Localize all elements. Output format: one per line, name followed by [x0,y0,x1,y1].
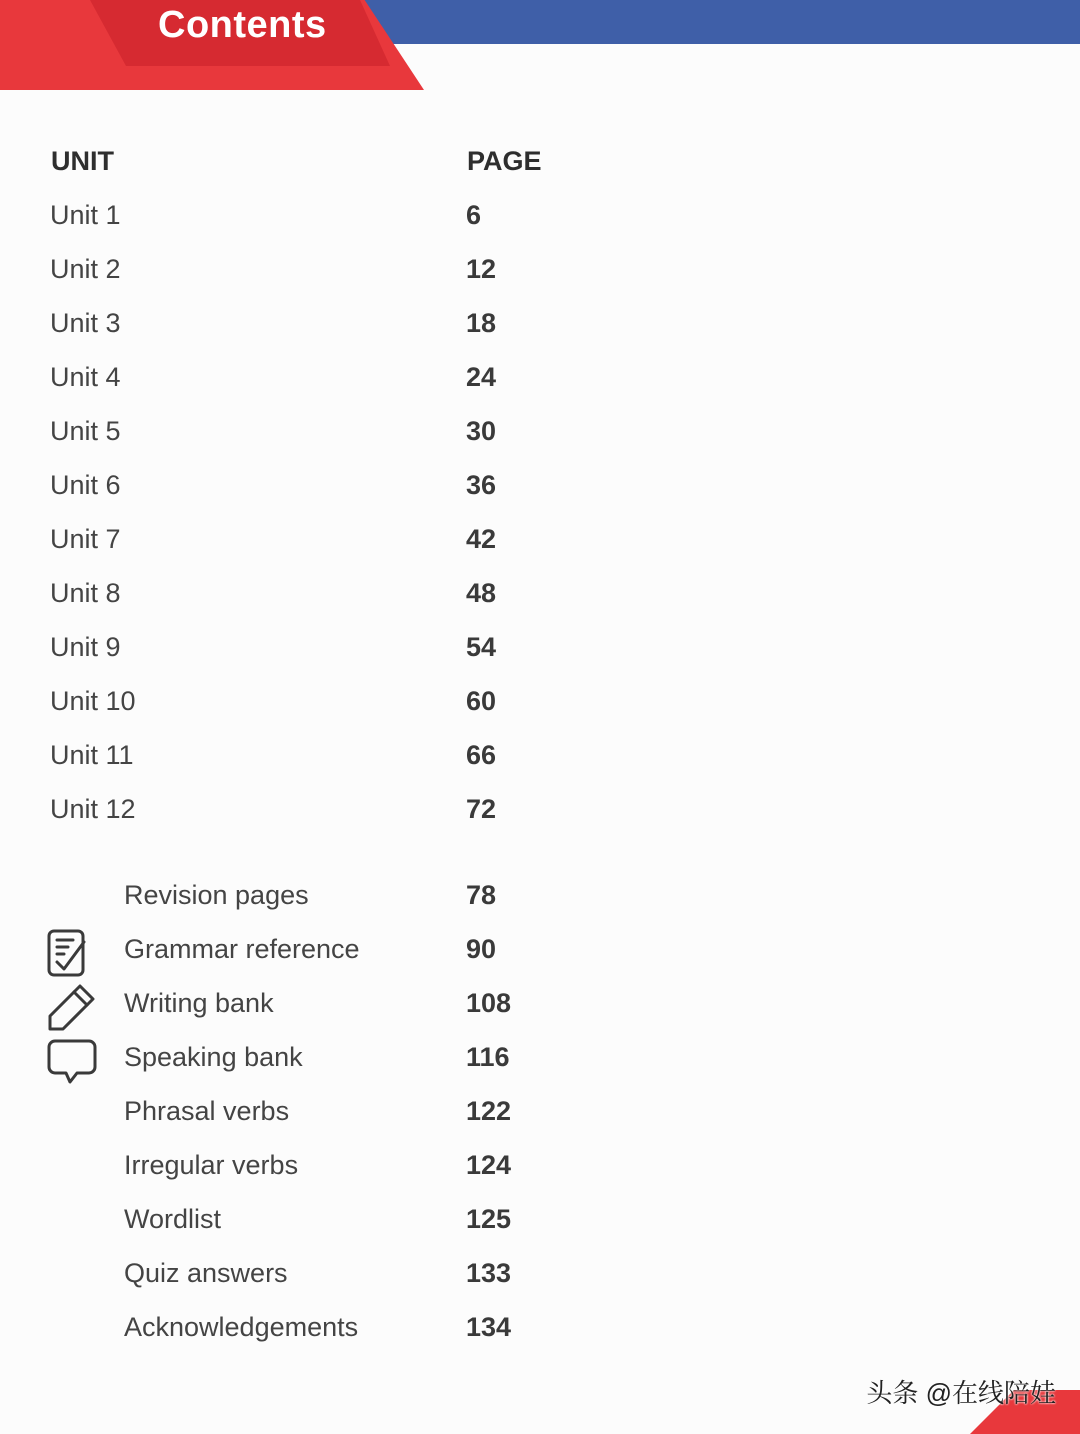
toc-unit-label: Unit 11 [50,740,134,770]
toc-page-number: 6 [466,200,482,230]
toc-page-number: 54 [466,632,497,662]
toc-page-number: 30 [466,416,497,446]
toc-unit-label: Unit 3 [50,308,121,338]
toc-unit-label: Unit 12 [50,794,136,824]
toc-page-number: 42 [466,524,497,554]
toc-unit-label: Unit 10 [50,686,136,716]
toc-section-label: Acknowledgements [124,1312,359,1342]
toc-unit-label: Unit 5 [50,416,121,446]
toc-section-label: Writing bank [124,988,274,1018]
toc-page-number: 78 [466,880,497,910]
page-column-header: PAGE [467,146,542,176]
toc-row[interactable] [0,1204,1080,1258]
toc-section-label: Revision pages [124,880,309,910]
toc-unit-label: Unit 4 [50,362,121,392]
toc-row[interactable] [0,934,1080,988]
toc-section-label: Irregular verbs [124,1150,299,1180]
toc-row[interactable] [0,1042,1080,1096]
toc-page-number: 133 [466,1258,512,1288]
toc-page-number: 124 [466,1150,512,1180]
toc-page-number: 90 [466,934,497,964]
toc-section-label: Wordlist [124,1204,222,1234]
toc-section-label: Phrasal verbs [124,1096,290,1126]
toc-row[interactable] [0,200,1080,254]
toc-page-number: 36 [466,470,497,500]
pencil-icon [46,980,98,1032]
toc-row[interactable] [0,254,1080,308]
toc-row[interactable] [0,416,1080,470]
toc-row[interactable] [0,1150,1080,1204]
toc-row[interactable] [0,470,1080,524]
toc-unit-label: Unit 9 [50,632,121,662]
toc-page-number: 48 [466,578,497,608]
toc-unit-label: Unit 8 [50,578,121,608]
checklist-icon [46,928,98,980]
toc-section-label: Grammar reference [124,934,360,964]
toc-unit-label: Unit 1 [50,200,121,230]
toc-page-number: 12 [466,254,497,284]
toc-row[interactable] [0,362,1080,416]
watermark: 头条 @在线陪娃 [866,1378,1056,1408]
toc-page-number: 125 [466,1204,512,1234]
toc-unit-label: Unit 7 [50,524,121,554]
toc-row[interactable] [0,524,1080,578]
page-title: Contents [158,4,327,46]
toc-page-number: 18 [466,308,497,338]
toc-section-label: Quiz answers [124,1258,288,1288]
toc-unit-label: Unit 2 [50,254,121,284]
toc-page-number: 134 [466,1312,512,1342]
toc-row[interactable] [0,740,1080,794]
toc-page-number: 116 [466,1042,510,1072]
toc-page-number: 108 [466,988,512,1018]
toc-page-number: 60 [466,686,497,716]
toc-row[interactable] [0,988,1080,1042]
toc-row[interactable] [0,632,1080,686]
speech-bubble-icon [46,1038,98,1090]
toc-row[interactable] [0,578,1080,632]
toc-row[interactable] [0,308,1080,362]
toc-row[interactable] [0,1258,1080,1312]
toc-page-number: 122 [466,1096,512,1126]
toc-unit-label: Unit 6 [50,470,121,500]
toc-section-label: Speaking bank [124,1042,303,1072]
unit-column-header: UNIT [51,146,114,176]
toc-page-number: 66 [466,740,497,770]
toc-row[interactable] [0,880,1080,934]
toc-row[interactable] [0,1312,1080,1366]
toc-page-number: 24 [466,362,497,392]
toc-page-number: 72 [466,794,497,824]
toc-row[interactable] [0,794,1080,848]
toc-row[interactable] [0,1096,1080,1150]
toc-row[interactable] [0,686,1080,740]
